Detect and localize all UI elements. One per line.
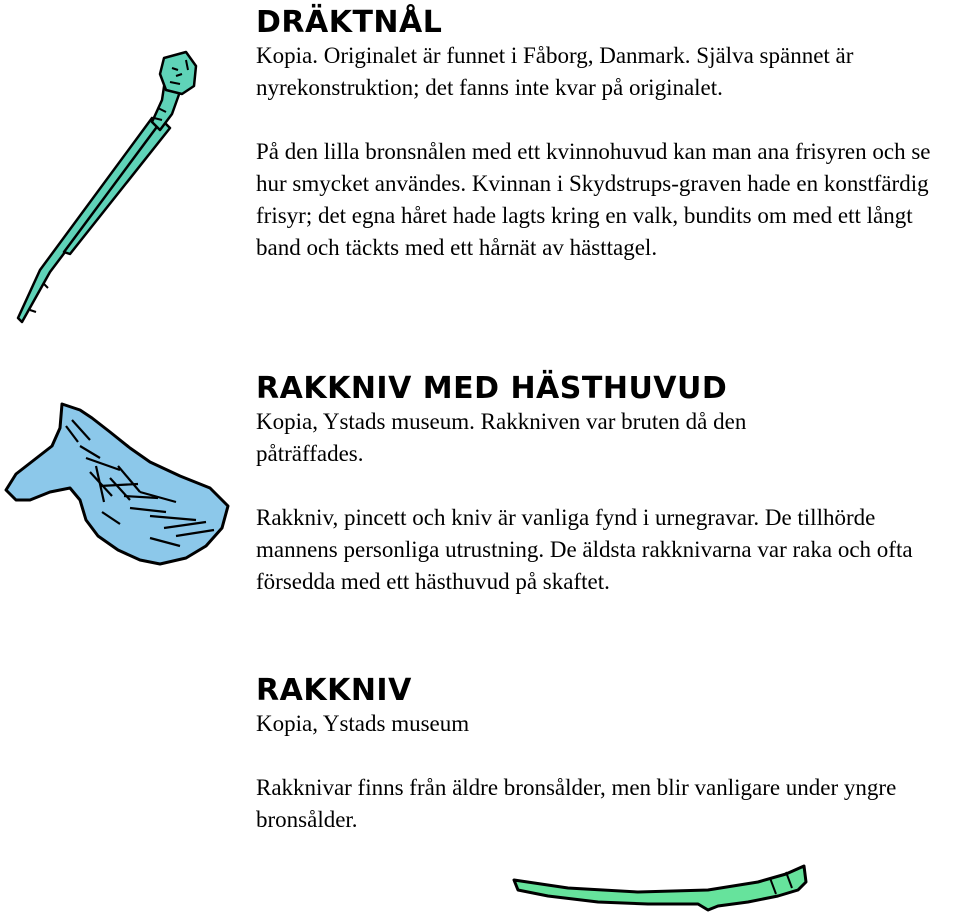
pin-clasp-arm — [64, 120, 170, 254]
razor-blade — [514, 866, 806, 910]
paragraph-rakkniv-1: Kopia, Ystads museum — [256, 711, 470, 736]
horse-head-razor-illustration — [0, 396, 240, 576]
section-draktnal — [256, 6, 956, 264]
heading-draktnal: DRÄKTNÅL — [256, 5, 443, 40]
pin-head — [160, 52, 196, 94]
heading-rakkniv-med-hasthuvud: RAKKNIV MED HÄSTHUVUD — [256, 371, 728, 406]
paragraph-hasthuvud-2: Rakkniv, pincett och kniv är vanliga fynd i urnegravar. De tillhörde mannens personliga utrustning. De äldsta rakknivarna var raka och ofta försedda med ett hästhuvud på skaftet. — [256, 505, 913, 594]
dress-pin-illustration — [10, 40, 210, 330]
paragraph-draktnal-2: På den lilla bronsnålen med ett kvinnohuvud kan man ana frisyren och se hur smycket användes. Kvinnan i Skydstrups-graven hade en konstfärdig frisyr; det egna håret hade lagts kring en valk, bundits om med ett långt band och täckts med ett hårnät av hästtagel. — [256, 139, 931, 260]
section-rakkniv — [256, 674, 956, 836]
horse-razor-body — [6, 404, 228, 564]
paragraph-hasthuvud-1: Kopia, Ystads museum. Rakkniven var bruten då den påträffades. — [256, 409, 747, 466]
razor-illustration — [508, 858, 812, 914]
paragraph-rakkniv-2: Rakknivar finns från äldre bronsålder, men blir vanligare under yngre bronsålder. — [256, 775, 897, 832]
section-rakkniv-med-hasthuvud — [256, 372, 956, 598]
heading-rakkniv: RAKKNIV — [256, 673, 412, 708]
paragraph-draktnal-1: Kopia. Originalet är funnet i Fåborg, Danmark. Själva spännet är nyrekonstruktion; det fanns inte kvar på originalet. — [256, 43, 854, 100]
